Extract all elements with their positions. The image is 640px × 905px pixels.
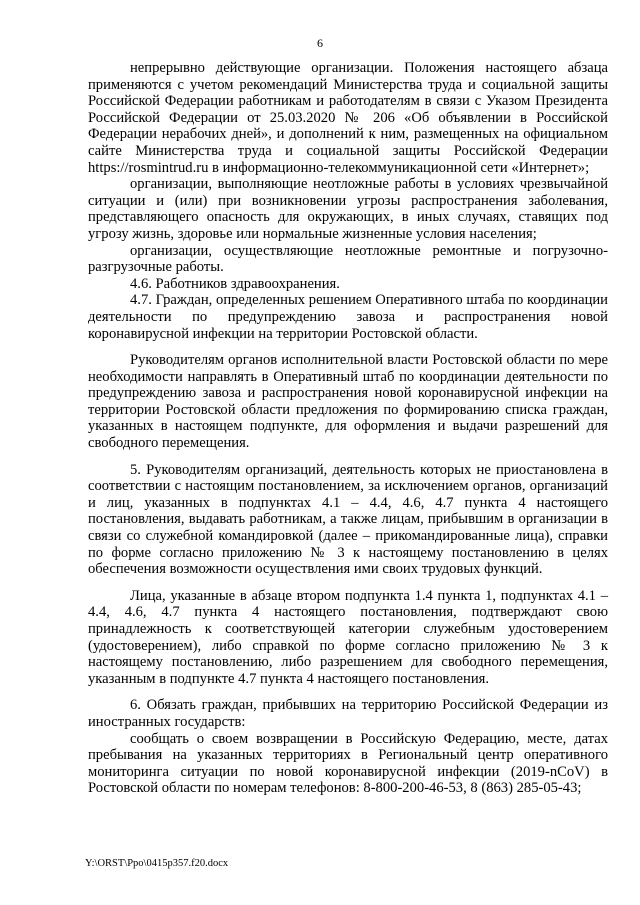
paragraph-6: 6. Обязать граждан, прибывших на территорию Российской Федерации из иностранных государств: (88, 697, 608, 730)
paragraph-4-6: 4.6. Работников здравоохранения. (130, 275, 340, 292)
paragraph-emergency-organizations: организации, выполняющие неотложные работы в условиях чрезвычайной ситуации и (или) при возникновении угрозы распространения заболевания, представляющего опасность для окружающих, в иных случаях, ставящих под угрозу жизнь, здоровье или нормальные жизненные условия населения; (88, 176, 608, 242)
paragraph-5: 5. Руководителям организаций, деятельность которых не приостановлена в соответствии с настоящим постановлением, за исключением органов, организаций и лиц, указанных в подпунктах 4.1 – 4.4, 4.6, 4.7 пункта 4 настоящего постановления, выдавать работникам, а также лицам, прибывшим в организации в связи со служебной командировкой (далее – прикомандированные лица), справки по форме согласно приложению № 3 к настоящему постановлению в целях обеспечения возможности осуществления ими своих трудовых функций. (88, 461, 608, 578)
footer-file-path: Y:\ORST\Ppo\0415p357.f20.docx (85, 858, 229, 869)
paragraph-executive-heads: Руководителям органов исполнительной власти Ростовской области по мере необходимости направлять в Оперативный штаб по координации деятельности по предупреждению завоза и распространения новой коронавирусной инфекции на территории Ростовской области предложения по формированию списка граждан, указанных в настоящем подпункте, для оформления и выдачи разрешений для свободного перемещения. (88, 352, 608, 452)
paragraph-4-7: 4.7. Граждан, определенных решением Оперативного штаба по координации деятельности по предупреждению завоза и распространения новой коронавирусной инфекции на территории Ростовской области. (88, 292, 608, 342)
document-body (88, 60, 608, 797)
paragraph-report-return: сообщать о своем возвращении в Российскую Федерацию, месте, датах пребывания на указанных территориях в Региональный центр оперативного мониторинга ситуации по новой коронавирусной инфекции (2019-nCoV) в Ростовской области по номерам телефонов: 8-800-200-46-53, 8 (863) 285-05-43; (88, 730, 608, 797)
page-number: 6 (317, 36, 323, 50)
paragraph-repair-organizations: организации, осуществляющие неотложные ремонтные и погрузочно-разгрузочные работы. (88, 242, 608, 276)
paragraph-continuation: непрерывно действующие организации. Положения настоящего абзаца применяются с учетом рекомендаций Министерства труда и социальной защиты Российской Федерации работникам и работодателям в связи с Указом Президента Российской Федерации от 25.03.2020 № 206 «Об объявлении в Российской Федерации нерабочих дней», и дополнений к ним, размещенных на официальном сайте Министерства труда и социальной защиты Российской Федерации https://rosmintrud.ru в информационно-телекоммуникационной сети «Интернет»; (88, 60, 608, 176)
paragraph-persons-identity: Лица, указанные в абзаце втором подпункта 1.4 пункта 1, подпунктах 4.1 – 4.4, 4.6, 4.7 пункта 4 настоящего постановления, подтверждают свою принадлежность к соответствующей категории служебным удостоверением (удостоверением), либо справкой по форме согласно приложению № 3 к настоящему постановлению, либо разрешением для свободного перемещения, указанным в подпункте 4.7 пункта 4 настоящего постановления. (88, 587, 608, 687)
